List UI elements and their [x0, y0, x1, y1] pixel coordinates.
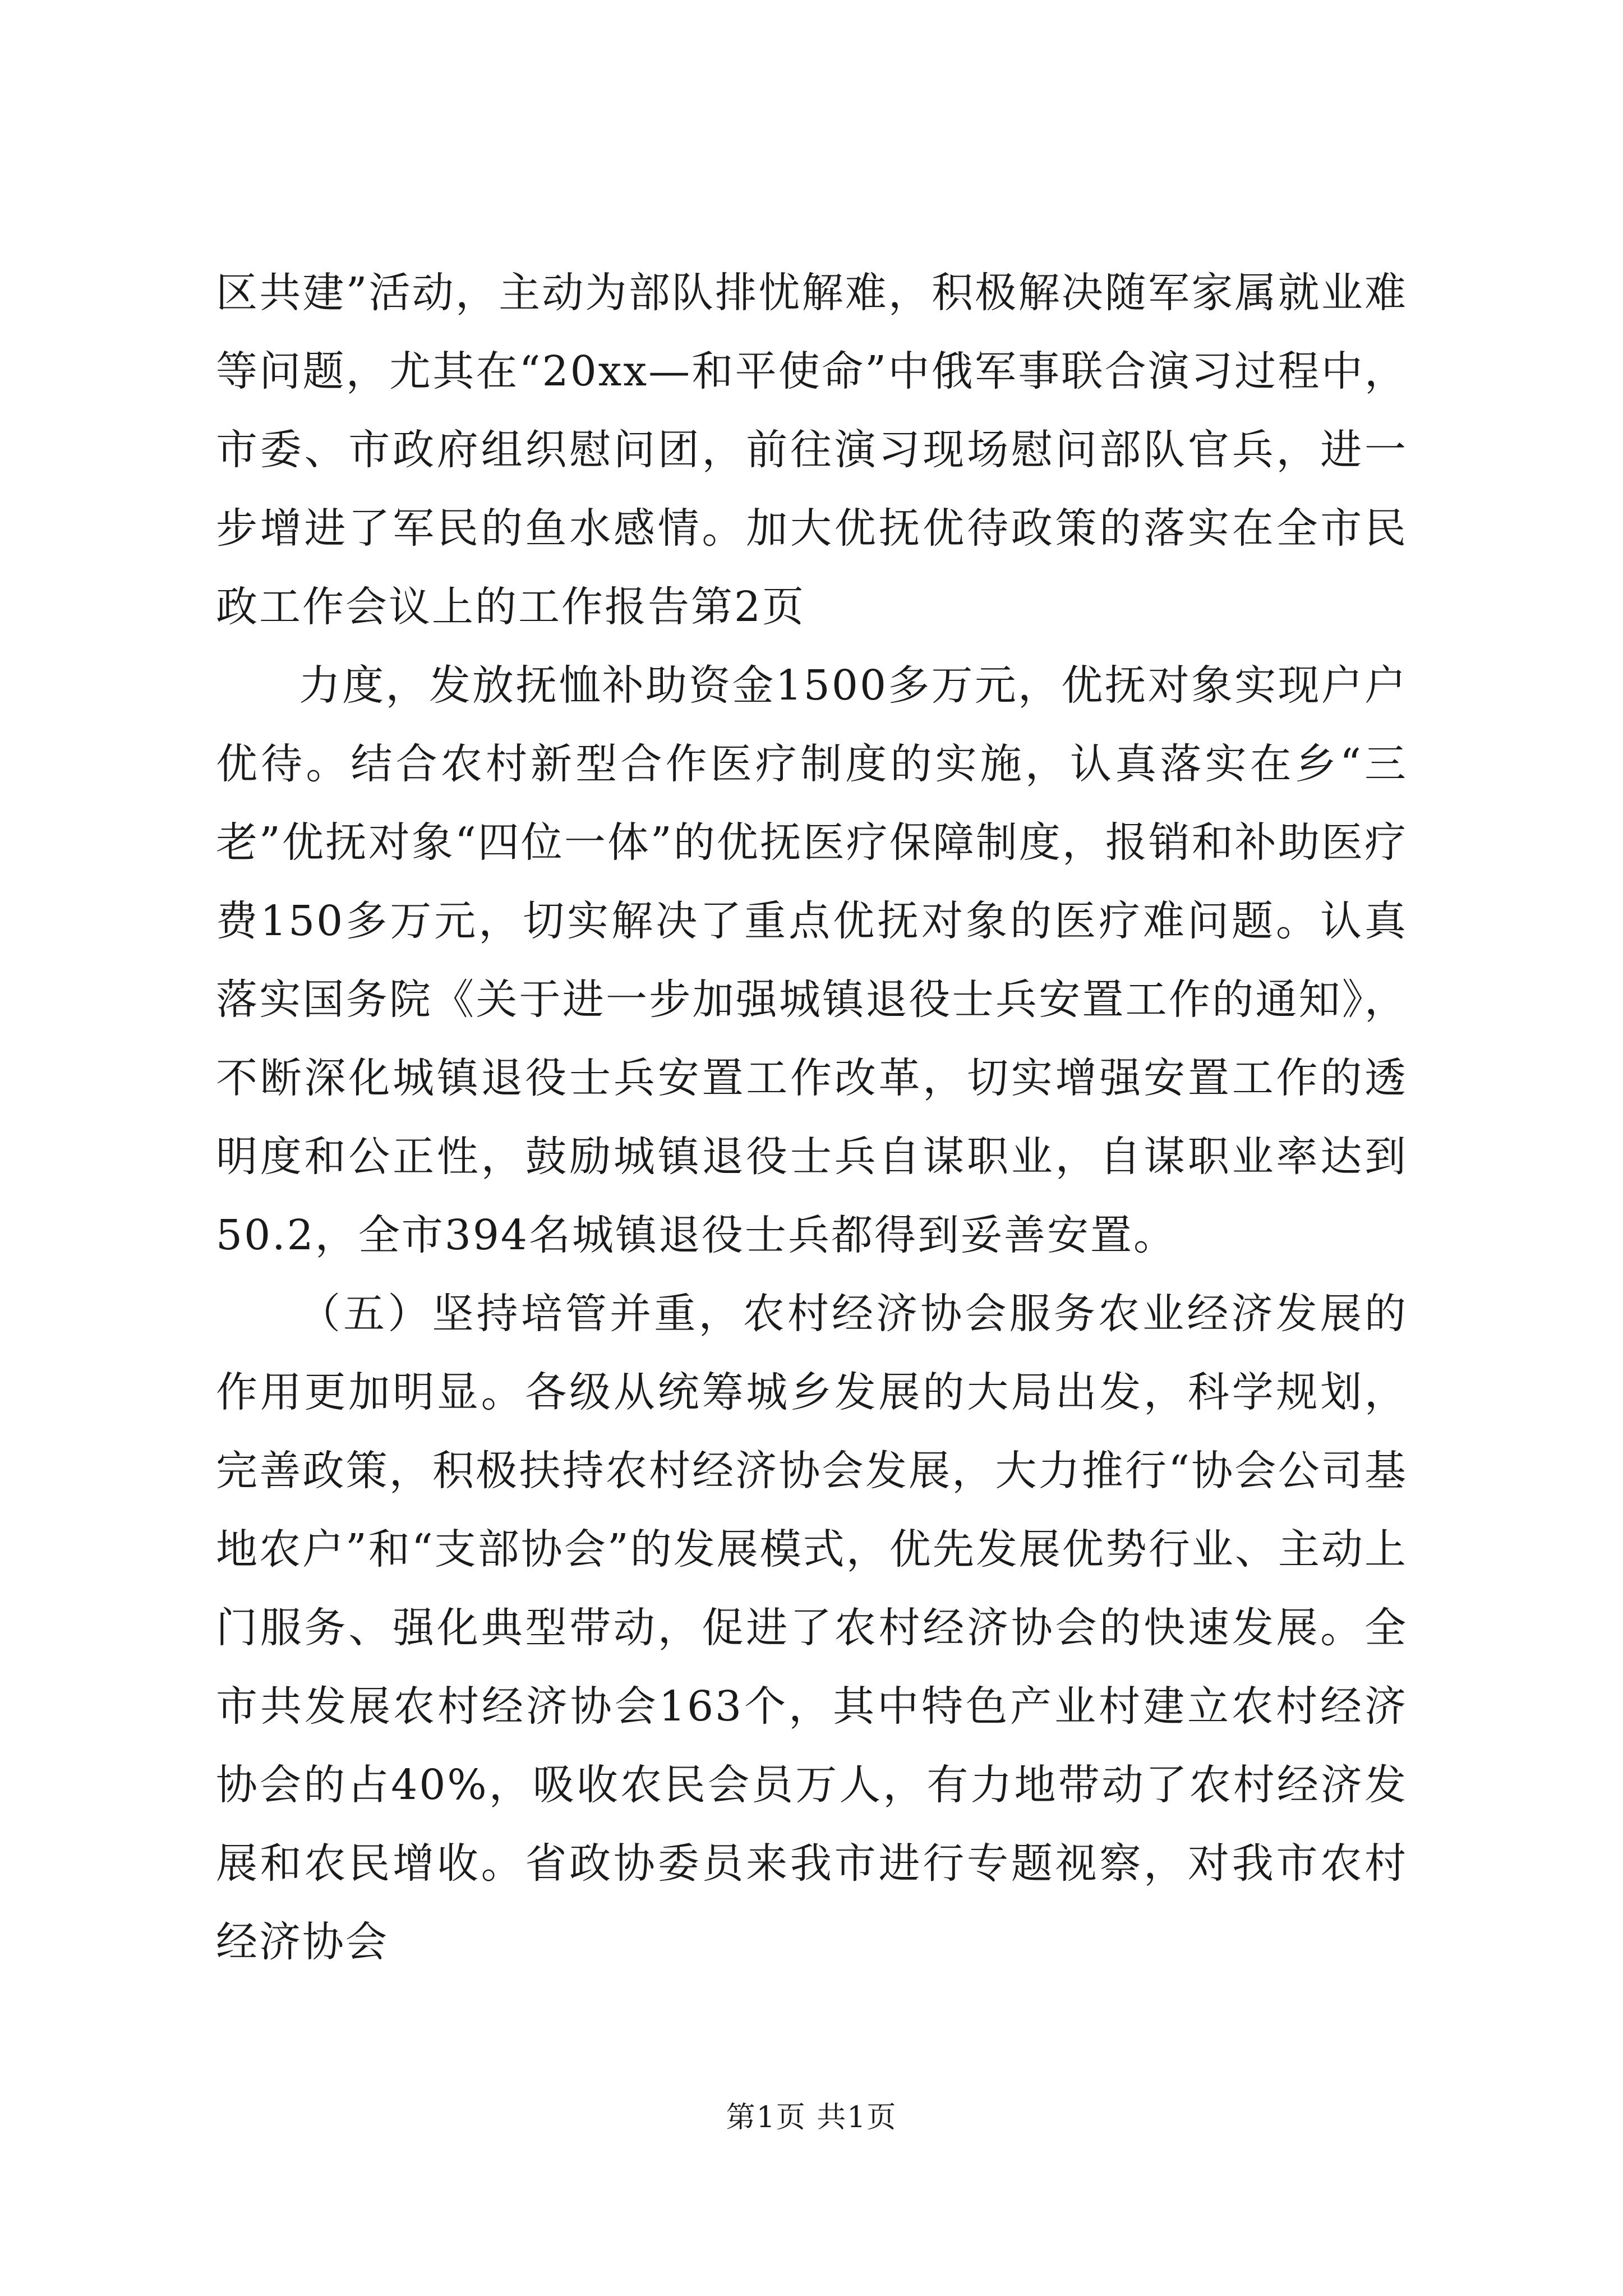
paragraph-2: 力度，发放抚恤补助资金1500多万元，优抚对象实现户户优待。结合农村新型合作医疗制度的实施，认真落实在乡“三老”优抚对象“四位一体”的优抚医疗保障制度，报销和补助医疗费150多万元，切实解决了重点优抚对象的医疗难问题。认真落实国务院《关于进一步加强城镇退役士兵安置工作的通知》，不断深化城镇退役士兵安置工作改革，切实增强安置工作的透明度和公正性，鼓励城镇退役士兵自谋职业，自谋职业率达到50.2，全市394名城镇退役士兵都得到妥善安置。: [216, 661, 1408, 1259]
page-footer: 第1页 共1页: [726, 2101, 897, 2134]
paragraph-3: （五）坚持培管并重，农村经济协会服务农业经济发展的作用更加明显。各级从统筹城乡发展的大局出发，科学规划，完善政策，积极扶持农村经济协会发展，大力推行“协会公司基地农户”和“支部协会”的发展模式，优先发展优势行业、主动上门服务、强化典型带动，促进了农村经济协会的快速发展。全市共发展农村经济协会163个，其中特色产业村建立农村经济协会的占40%，吸收农民会员万人，有力地带动了农村经济发展和农民增收。省政协委员来我市进行专题视察，对我市农村经济协会: [216, 1290, 1408, 1966]
document-body: [216, 254, 1408, 1981]
paragraph-1: 区共建”活动，主动为部队排忧解难，积极解决随军家属就业难等问题，尤其在“20xx—和平使命”中俄军事联合演习过程中，市委、市政府组织慰问团，前往演习现场慰问部队官兵，进一步增进了军民的鱼水感情。加大优抚优待政策的落实在全市民政工作会议上的工作报告第2页: [216, 269, 1408, 631]
